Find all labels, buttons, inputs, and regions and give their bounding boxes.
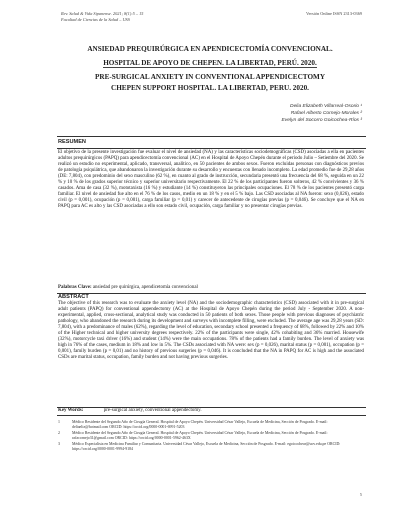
footnote-3-text: Médico Especialista en Medicina Familiar y Comunitaria. Universidad César Vallejo, Escuela de Medicina, Sección de Posgrado. E-mail: egoicochear@ucv.edu.pe ORCID: https://orcid.org/0000-0001-9994-9184 [72,442,341,452]
abstract-keywords [58,408,202,414]
resumen-heading: RESUMEN [58,139,86,145]
author-3: Evelyn del Socorro Goicochea-Ríos ³ [281,118,362,123]
resumen-keywords-label: Palabras Clave: [58,285,92,290]
footnote-3-number: 3 [58,442,60,447]
title-english-line1: PRE-SURGICAL ANXIETY IN CONVENTIONAL APPENDICECTOMY [94,73,326,81]
author-1: Delia Elizabeth Villarreal-Osorio ¹ [290,104,362,109]
author-2: Rafael Alberto Cornejo-Morales ² [290,111,362,116]
journal-header [61,11,241,22]
resumen-top-rule [57,136,366,137]
resumen-heading-rule [57,148,366,149]
title-spanish [58,43,362,70]
issn-header: Versión Online ISSN 2313-0369 [306,11,362,16]
abstract-top-rule [57,293,366,294]
footnote-2-text: Médico Residente del Segundo Año de Cirugía General. Hospital de Apoyo Chepén. Universidad César Vallejo, Escuela de Medicina, Sección de Posgrado. E-mail: rafacornejo31@gmail.com ORCID: https://orcid.org/0000-0001-5962-463X [72,431,328,441]
footnote-2-number: 2 [58,431,60,436]
footnote-1-number: 1 [58,420,60,424]
footnote-3 [58,442,364,452]
title-spanish-line2: HOSPITAL DE APOYO DE CHEPEN. LA LIBERTAD, PERÚ. 2020. [103,58,317,67]
resumen-keywords-text: ansiedad pre quirúrgica, apendicetomía convencional [92,285,198,290]
title-english [58,72,362,93]
footnote-2 [58,431,364,441]
abstract-text: The objective of this research was to evaluate the anxiety level (NA) and the sociodemographic characteristics (CSD) associated with it in pre-surgical adult patients (PAPQ) for conventional appendectomy (AC) at the Hospital de Apoyo Chepén during the period July - September 2020. A non-experimental, applied, cross-sectional, analytical study was conducted in 50 patients of both sexes. Those people with previous diagnoses of psychiatric pathology, who abandoned the research during its development and surveys with incomplete filling, were excluded. The average age was 29,28 years (SD: 7,804), with a predominance of males (62%), regarding the level of education, secondary school presented a frequency of 68%, followed by 22% and 10% of the Higher technical and higher university degrees respectively. 22% of the participants were single, 42% cohabiting and 36% married. Housewife (32%), motorcycle taxi driver (16%) and student (14%) were the main occupations. 78% of the patients had a family burden. The level of anxiety was high in 76% of the cases, medium in 18% and low in 5%. The CSDs associated with NA were: sex (p = 0,026), marital status (p = 0,001), occupation (p = 0,001), family burden (p = 0,01) and no history of previous surgeries (p = 0,046). It is concluded that the NA in PAPQ for AC is high and the associated CSDs are marital status, occupation, family burden and not having previous surgeries. [58,301,364,360]
abstract-heading: ABSTRACT [58,294,89,300]
journal-faculty: Facultad de Ciencias de la Salud – USS [61,16,130,22]
abstract-keywords-label: Key Words: [58,408,84,413]
footnotes [58,420,364,454]
author-list [162,103,362,124]
journal-citation: Rev. Salud & Vida Sipanense. 2021; 8(1):5 – 15 [61,11,144,16]
abstract-keywords-text: pre-surgical anxiety, conventional appendectomy. [103,408,202,413]
title-english-line2: CHEPEN SUPPORT HOSPITAL. LA LIBERTAD, PERU. 2020. [111,83,309,92]
footnote-1-text: Médico Residente del Segundo Año de Cirugía General. Hospital de Apoyo Chepén. Universidad César Vallejo, Escuela de Medicina, Sección de Posgrado. E-mail: deliaeliz@hotmail.com ORCID: https://orcid.org/0000-0001-6991-5203 [72,420,328,429]
resumen-keywords [58,285,198,291]
resumen-text: El objetivo de la presente investigación fue evaluar el nivel de ansiedad (NA) y las características sociodemográficas (CSD) asociadas a ella en pacientes adultos prequirúrgicos (PAPQ) para apendicectomía convencional (AC) en el Hospital de Apoyo Chepén durante el periodo Julio – Setiembre del 2020. Se realizó un estudio no experimental, aplicado, transversal, analítico, en 50 pacientes de ambos sexos. Fueron excluidas personas con diagnósticos previos de patología psiquiátrica, que abandonaron la investigación durante su desarrollo y encuestas con llenado incompleto. La edad promedio fue de 29,28 años (DE: 7,804), con predominio del sexo masculino (62 %), en cuanto al grado de instrucción, secundaria presentó una frecuencia del 68 %, seguida en un 22 % y 10 % de los grados superior técnico y superior universitario respectivamente. El 22 % de los participantes fueron solteros, 42 % convivientes y 36 % casados. Ama de casa (32 %), mototaxista (16 %) y estudiante (14 %) constituyeron las principales ocupaciones. El 78 % de los pacientes presentó carga familiar. El nivel de ansiedad fue alto en el 76 % de los casos, medio en un 18 % y en el 5 % bajo. Las CSD asociadas al NA fueron: sexo (0,026), estado civil (p = 0,001), ocupación (p = 0,001), carga familiar (p = 0,01) y carecer de antecedente de cirugías previas (p = 0,046). Se concluye que el NA en PAPQ para AC es alto y las CSD asociadas a ello son estado civil, ocupación, carga familiar y no presentar cirugías previas. [58,150,364,209]
keywords-bottom-rule [57,415,366,416]
footnote-1 [58,420,364,430]
page-number: 5 [359,492,362,497]
title-spanish-line1: ANSIEDAD PREQUIRÚRGICA EN APENDICECTOMÍA CONVENCIONAL. [87,45,333,53]
